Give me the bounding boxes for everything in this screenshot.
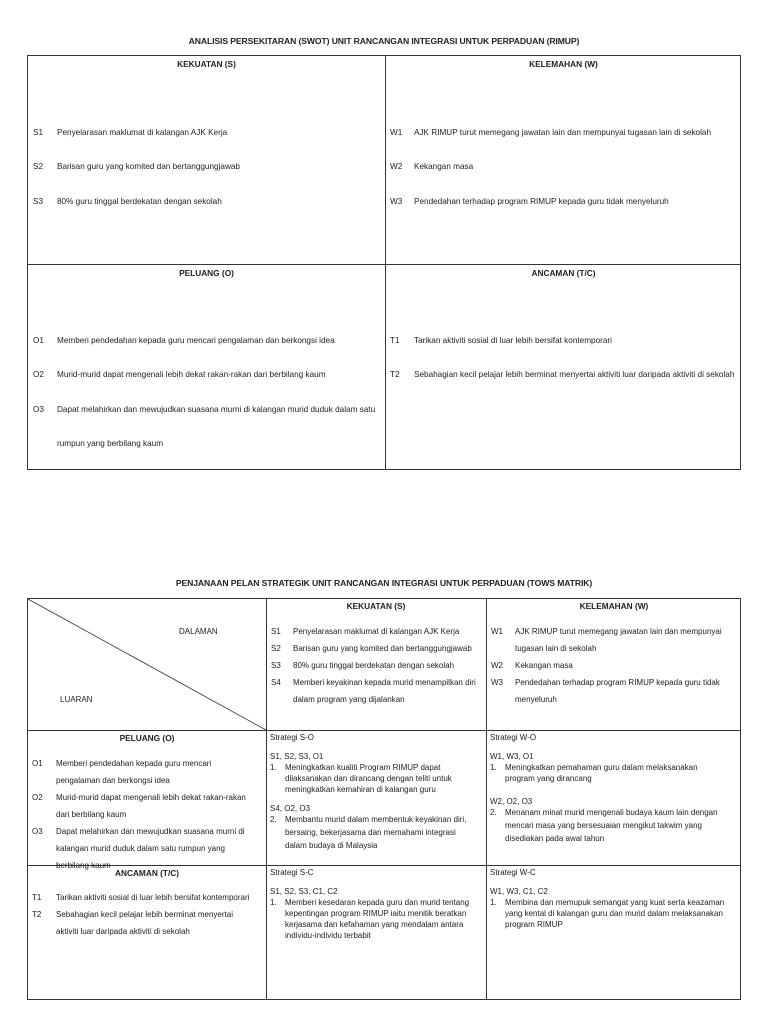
strategy-text: kepentingan program RIMUP iaitu menitik beratkan bbox=[285, 909, 467, 918]
strategy-ref: W2, O2, O3 bbox=[490, 797, 533, 806]
strategy-number: 1. bbox=[270, 898, 277, 907]
swot-threats-heading: ANCAMAN (T/C) bbox=[531, 268, 596, 278]
strategy-ref: S1, S2, S3, C1, C2 bbox=[270, 887, 338, 896]
item-code: W2 bbox=[491, 661, 503, 670]
item-text: 80% guru tinggal berdekatan dengan sekolah bbox=[57, 197, 222, 206]
strategy-ref: W1, W3, O1 bbox=[490, 752, 534, 761]
item-text: AJK RIMUP turut memegang jawatan lain dan mempunyai tugasan lain di sekolah bbox=[414, 128, 712, 137]
item-text: Penyelarasan maklumat di kalangan AJK Kerja bbox=[293, 627, 460, 636]
item-text: Barisan guru yang komited dan bertanggungjawab bbox=[57, 162, 240, 171]
item-code: O2 bbox=[33, 370, 44, 379]
item-text: tugasan lain di sekolah bbox=[515, 644, 597, 653]
corner-external-label: LUARAN bbox=[60, 695, 93, 704]
tows-opportunities-heading: PELUANG (O) bbox=[119, 733, 175, 743]
item-code: W1 bbox=[390, 128, 403, 137]
item-text: Memberi pendedahan kepada guru mencari pengalaman dan berkongsi idea bbox=[57, 336, 335, 345]
divider bbox=[385, 56, 386, 469]
item-text: Sebahagian kecil pelajar lebih berminat menyertai aktiviti luar daripada aktiviti di sekolah bbox=[414, 370, 735, 379]
strategy-text: dalam budaya di Malaysia bbox=[285, 841, 378, 850]
item-code: T1 bbox=[32, 893, 42, 902]
item-text: Memberi keyakinan kepada murid menampilkan diri bbox=[293, 678, 476, 687]
item-text: 80% guru tinggal berdekatan dengan sekolah bbox=[293, 661, 455, 670]
item-text: Murid-murid dapat mengenali lebih dekat rakan-rakan bbox=[56, 793, 246, 802]
corner-internal-label: DALAMAN bbox=[179, 627, 218, 636]
item-code: S2 bbox=[33, 162, 44, 171]
item-text: Tarikan aktiviti sosial di luar lebih bersifat kontemporari bbox=[56, 893, 250, 902]
strategy-text: meningkatkan kemahiran di kalangan guru bbox=[285, 785, 436, 794]
strategy-text: Meningkatkan kualiti Program RIMUP dapat bbox=[285, 763, 441, 772]
item-code: O1 bbox=[32, 759, 43, 768]
strategy-text: Menanam minat murid mengenali budaya kaum lain dengan bbox=[505, 808, 718, 817]
item-text: Pendedahan terhadap program RIMUP kepada guru tidak bbox=[515, 678, 720, 687]
item-text: AJK RIMUP turut memegang jawatan lain dan mempunyai bbox=[515, 627, 722, 636]
item-text: dalam program yang dijalankan bbox=[293, 695, 405, 704]
item-text: pengalaman dan berkongsi idea bbox=[56, 776, 170, 785]
swot-title: ANALISIS PERSEKITARAN (SWOT) UNIT RANCANGAN INTEGRASI UNTUK PERPADUAN (RIMUP) bbox=[188, 36, 580, 46]
item-code: W1 bbox=[491, 627, 503, 636]
strategy-text: program RIMUP bbox=[505, 920, 563, 929]
strategy-number: 2. bbox=[270, 815, 277, 824]
strategy-text: Membantu murid dalam membentuk keyakinan diri, bbox=[285, 815, 467, 824]
item-code: O3 bbox=[33, 405, 44, 414]
item-text: Dapat melahirkan dan mewujudkan suasana murni di bbox=[56, 827, 245, 836]
strategy-text: Meningkatkan pemahaman guru dalam melaksanakan bbox=[505, 763, 698, 772]
tows-table bbox=[27, 598, 741, 1000]
item-text: Murid-murid dapat mengenali lebih dekat rakan-rakan dari berbilang kaum bbox=[57, 370, 326, 379]
item-text: Tarikan aktiviti sosial di luar lebih bersifat kontemporari bbox=[414, 336, 612, 345]
divider bbox=[28, 264, 740, 265]
strategy-number: 1. bbox=[270, 763, 277, 772]
strategy-text: Memberi kesedaran kepada guru dan murid tentang bbox=[285, 898, 470, 907]
tows-weaknesses-heading: KELEMAHAN (W) bbox=[579, 601, 649, 611]
item-text: Sebahagian kecil pelajar lebih berminat menyertai bbox=[56, 910, 233, 919]
strategy-text: yang kental di kalangan guru dan murid dalam melaksanakan bbox=[505, 909, 723, 918]
tows-opportunity-item bbox=[32, 757, 246, 872]
item-text: Barisan guru yang komited dan bertanggungjawab bbox=[293, 644, 472, 653]
item-text: Memberi pendedahan kepada guru mencari bbox=[56, 759, 212, 768]
strategy-ref: W1, W3, C1, C2 bbox=[490, 887, 548, 896]
item-text: dari berbilang kaum bbox=[56, 810, 127, 819]
strategy-sc bbox=[270, 867, 470, 941]
item-code: W3 bbox=[491, 678, 503, 687]
strategy-ref: S1, S2, S3, O1 bbox=[270, 752, 324, 761]
strategy-label: Strategi W-C bbox=[490, 868, 536, 877]
item-code: O1 bbox=[33, 336, 44, 345]
swot-opportunities-heading: PELUANG (O) bbox=[179, 268, 234, 278]
item-code: T2 bbox=[390, 370, 400, 379]
item-text: aktiviti luar daripada aktiviti di sekolah bbox=[56, 927, 190, 936]
item-code: S1 bbox=[33, 128, 44, 137]
strategy-label: Strategi S-O bbox=[270, 733, 315, 742]
strategy-number: 2. bbox=[490, 808, 497, 817]
item-code: W3 bbox=[390, 197, 403, 206]
item-code: T2 bbox=[32, 910, 42, 919]
item-code: S1 bbox=[271, 627, 281, 636]
item-code: O2 bbox=[32, 793, 43, 802]
strategy-text: individu-individu terbabit bbox=[285, 931, 371, 940]
strategy-label: Strategi S-C bbox=[270, 868, 314, 877]
swot-table bbox=[27, 55, 741, 470]
divider bbox=[266, 599, 267, 999]
item-code: S4 bbox=[271, 678, 281, 687]
corner-diagonal bbox=[28, 599, 266, 730]
item-code: S3 bbox=[33, 197, 44, 206]
strategy-text: Membina dan memupuk semangat yang kuat serta keazaman bbox=[505, 898, 725, 907]
strategy-so bbox=[270, 732, 467, 851]
item-text: Dapat melahirkan dan mewujudkan suasana murni di kalangan murid duduk dalam satu bbox=[57, 405, 376, 414]
strategy-ref: S4, O2, O3 bbox=[270, 804, 311, 813]
tows-threat-item bbox=[32, 891, 250, 938]
item-text: kalangan murid duduk dalam satu rumpun yang bbox=[56, 844, 225, 853]
strategy-wo bbox=[490, 732, 718, 844]
swot-strengths-heading: KEKUATAN (S) bbox=[177, 59, 236, 69]
tows-threats-heading: ANCAMAN (T/C) bbox=[114, 868, 180, 878]
strategy-label: Strategi W-O bbox=[490, 733, 537, 742]
item-text: menyeluruh bbox=[515, 695, 557, 704]
tows-strength-item bbox=[271, 625, 476, 706]
item-code: S2 bbox=[271, 644, 281, 653]
tows-title: PENJANAAN PELAN STRATEGIK UNIT RANCANGAN INTEGRASI UNTUK PERPADUAN (TOWS MATRIK) bbox=[175, 578, 593, 588]
strategy-text: mencari masa yang bersesuaian mengikut takwim yang bbox=[505, 821, 702, 830]
item-text: Penyelarasan maklumat di kalangan AJK Kerja bbox=[57, 128, 228, 137]
strategy-number: 1. bbox=[490, 763, 497, 772]
strategy-text: program yang dirancang bbox=[505, 774, 592, 783]
item-text: Kekangan masa bbox=[414, 162, 474, 171]
divider bbox=[28, 730, 740, 731]
strategy-number: 1. bbox=[490, 898, 497, 907]
strategy-text: disediakan pada awal tahun bbox=[505, 834, 605, 843]
strategy-text: bersaing, bekerjasama dan memahami integrasi bbox=[285, 828, 456, 837]
item-text: rumpun yang berbilang kaum bbox=[57, 439, 164, 448]
item-code: O3 bbox=[32, 827, 43, 836]
strategy-text: dilaksanakan dan dirancang dengan teliti untuk bbox=[285, 774, 452, 783]
strategy-wc bbox=[490, 867, 723, 930]
item-code: W2 bbox=[390, 162, 403, 171]
swot-weaknesses-heading: KELEMAHAN (W) bbox=[529, 59, 598, 69]
tows-weakness-item bbox=[491, 625, 722, 706]
item-text: berbilang kaum bbox=[56, 861, 111, 870]
item-text: Kekangan masa bbox=[515, 661, 573, 670]
item-code: S3 bbox=[271, 661, 281, 670]
item-text: Pendedahan terhadap program RIMUP kepada guru tidak menyeluruh bbox=[414, 197, 669, 206]
strategy-text: kerjasama dan kefahaman yang mendalam antara bbox=[285, 920, 464, 929]
item-code: T1 bbox=[390, 336, 400, 345]
tows-strengths-heading: KEKUATAN (S) bbox=[346, 601, 406, 611]
divider bbox=[486, 599, 487, 999]
